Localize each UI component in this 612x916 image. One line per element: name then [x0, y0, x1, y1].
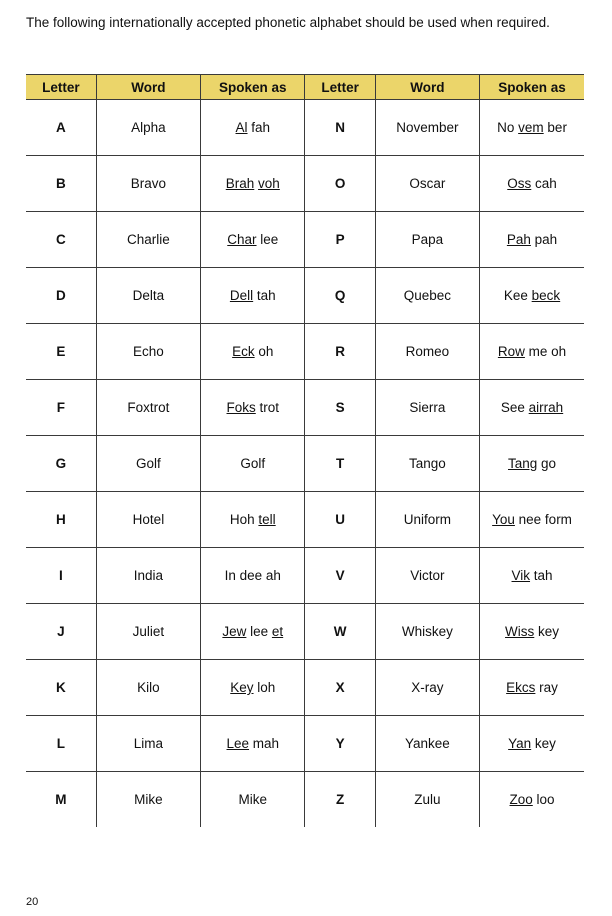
syllable: me oh [524, 344, 567, 359]
word-cell: Tango [375, 436, 479, 492]
word-cell: Sierra [375, 380, 479, 436]
word-cell: Echo [96, 324, 200, 380]
syllable: Kee [503, 288, 532, 303]
spoken-as-cell [480, 604, 584, 660]
letter-cell: Z [305, 772, 375, 828]
word-cell: Lima [96, 716, 200, 772]
letter-cell: U [305, 492, 375, 548]
word-cell: Yankee [375, 716, 479, 772]
syllable: fah [247, 120, 271, 135]
syllable: cah [531, 176, 557, 191]
header-letter: Letter [26, 75, 96, 100]
table-row [26, 380, 584, 436]
stressed-syllable: beck [531, 288, 561, 303]
word-cell: Oscar [375, 156, 479, 212]
syllable: mah [249, 736, 280, 751]
spoken-as-cell [480, 660, 584, 716]
word-cell: Papa [375, 212, 479, 268]
stressed-syllable: Row [497, 344, 525, 359]
stressed-syllable: Key [230, 680, 254, 695]
word-cell: Hotel [96, 492, 200, 548]
syllable: See [500, 400, 529, 415]
spoken-as-cell [480, 324, 584, 380]
stressed-syllable: You [492, 512, 515, 527]
syllable: lee [246, 624, 272, 639]
syllable: Hoh [229, 512, 259, 527]
syllable: In dee ah [224, 568, 281, 583]
word-cell: Quebec [375, 268, 479, 324]
header-spoken-as: Spoken as [201, 75, 305, 100]
spoken-as-cell [480, 436, 584, 492]
stressed-syllable: Dell [229, 288, 254, 303]
letter-cell: T [305, 436, 375, 492]
syllable: Mike [238, 792, 268, 807]
letter-cell: B [26, 156, 96, 212]
spoken-as-cell [480, 212, 584, 268]
syllable: loh [253, 680, 276, 695]
spoken-as-cell [480, 380, 584, 436]
syllable: ray [535, 680, 558, 695]
stressed-syllable: Eck [232, 344, 255, 359]
syllable: go [537, 456, 557, 471]
syllable: pah [530, 232, 558, 247]
table-row [26, 324, 584, 380]
syllable: Golf [240, 456, 266, 471]
table-row [26, 436, 584, 492]
table-row [26, 548, 584, 604]
word-cell: Alpha [96, 100, 200, 156]
stressed-syllable: Vik [511, 568, 531, 583]
letter-cell: G [26, 436, 96, 492]
spoken-as-cell [201, 548, 305, 604]
letter-cell: D [26, 268, 96, 324]
table-row [26, 716, 584, 772]
table-row [26, 772, 584, 828]
syllable: tah [253, 288, 276, 303]
table-row [26, 212, 584, 268]
page-number: 20 [26, 896, 39, 908]
stressed-syllable: Yan [508, 736, 532, 751]
spoken-as-cell [480, 772, 584, 828]
word-cell: X-ray [375, 660, 479, 716]
spoken-as-cell [201, 660, 305, 716]
stressed-syllable: Lee [226, 736, 250, 751]
stressed-syllable: voh [258, 176, 280, 191]
header-letter: Letter [305, 75, 375, 100]
spoken-as-cell [201, 492, 305, 548]
spoken-as-cell [201, 380, 305, 436]
spoken-as-cell [480, 548, 584, 604]
word-cell: Mike [96, 772, 200, 828]
table-row [26, 100, 584, 156]
letter-cell: V [305, 548, 375, 604]
syllable: loo [532, 792, 555, 807]
stressed-syllable: Brah [225, 176, 255, 191]
word-cell: Victor [375, 548, 479, 604]
letter-cell: F [26, 380, 96, 436]
syllable: key [531, 736, 556, 751]
word-cell: Foxtrot [96, 380, 200, 436]
letter-cell: S [305, 380, 375, 436]
letter-cell: X [305, 660, 375, 716]
table-row [26, 268, 584, 324]
header-word: Word [375, 75, 479, 100]
table-body [26, 100, 584, 828]
letter-cell: C [26, 212, 96, 268]
word-cell: Charlie [96, 212, 200, 268]
letter-cell: M [55, 792, 67, 807]
letter-cell: P [305, 212, 375, 268]
syllable: oh [254, 344, 274, 359]
letter-cell: E [26, 324, 96, 380]
spoken-as-cell [480, 716, 584, 772]
spoken-as-cell [201, 268, 305, 324]
spoken-as-cell [201, 716, 305, 772]
stressed-syllable: airrah [528, 400, 564, 415]
table-row [26, 156, 584, 212]
word-cell: India [96, 548, 200, 604]
stressed-syllable: Wiss [505, 624, 535, 639]
stressed-syllable: Char [227, 232, 257, 247]
letter-cell: Y [305, 716, 375, 772]
word-cell: Bravo [96, 156, 200, 212]
stressed-syllable: Zoo [509, 792, 533, 807]
word-cell: Uniform [375, 492, 479, 548]
letter-cell: H [26, 492, 96, 548]
stressed-syllable: Foks [226, 400, 256, 415]
syllable: tah [530, 568, 553, 583]
table-header [26, 75, 584, 100]
letter-cell: W [305, 604, 375, 660]
word-cell: Whiskey [375, 604, 479, 660]
header-spoken-as: Spoken as [480, 75, 584, 100]
stressed-syllable: Jew [222, 624, 247, 639]
spoken-as-cell [201, 156, 305, 212]
word-cell: Juliet [96, 604, 200, 660]
stressed-syllable: Tang [508, 456, 538, 471]
syllable: lee [256, 232, 279, 247]
word-cell: Golf [96, 436, 200, 492]
letter-cell: I [26, 548, 96, 604]
spoken-as-cell [201, 100, 305, 156]
table-row [26, 492, 584, 548]
letter-cell: J [26, 604, 96, 660]
word-cell: Delta [96, 268, 200, 324]
syllable: nee form [514, 512, 572, 527]
stressed-syllable: Al [235, 120, 248, 135]
phonetic-alphabet-table [26, 74, 584, 827]
spoken-as-cell [201, 436, 305, 492]
spoken-as-cell [480, 268, 584, 324]
syllable: key [534, 624, 560, 639]
word-cell: Romeo [375, 324, 479, 380]
stressed-syllable: tell [258, 512, 276, 527]
stressed-syllable: Oss [507, 176, 532, 191]
letter-cell: L [26, 716, 96, 772]
letter-cell: Q [305, 268, 375, 324]
stressed-syllable: et [271, 624, 284, 639]
spoken-as-cell [201, 324, 305, 380]
spoken-as-cell [201, 772, 305, 828]
syllable: No [497, 120, 519, 135]
header-word: Word [96, 75, 200, 100]
letter-cell: R [305, 324, 375, 380]
letter-cell: O [305, 156, 375, 212]
spoken-as-cell [201, 604, 305, 660]
word-cell: Kilo [96, 660, 200, 716]
letter-cell: A [26, 100, 96, 156]
spoken-as-cell [480, 156, 584, 212]
header-row [26, 75, 584, 100]
spoken-as-cell [201, 212, 305, 268]
spoken-as-cell [480, 100, 584, 156]
word-cell: Zulu [375, 772, 479, 828]
syllable: ber [543, 120, 567, 135]
spoken-as-cell [480, 492, 584, 548]
stressed-syllable: vem [518, 120, 544, 135]
table-row [26, 660, 584, 716]
letter-cell: N [305, 100, 375, 156]
letter-cell: K [26, 660, 96, 716]
intro-text: The following internationally accepted phonetic alphabet should be used when required. [26, 15, 550, 30]
stressed-syllable: Ekcs [506, 680, 536, 695]
table-row [26, 604, 584, 660]
word-cell: November [375, 100, 479, 156]
syllable: trot [255, 400, 280, 415]
stressed-syllable: Pah [506, 232, 531, 247]
